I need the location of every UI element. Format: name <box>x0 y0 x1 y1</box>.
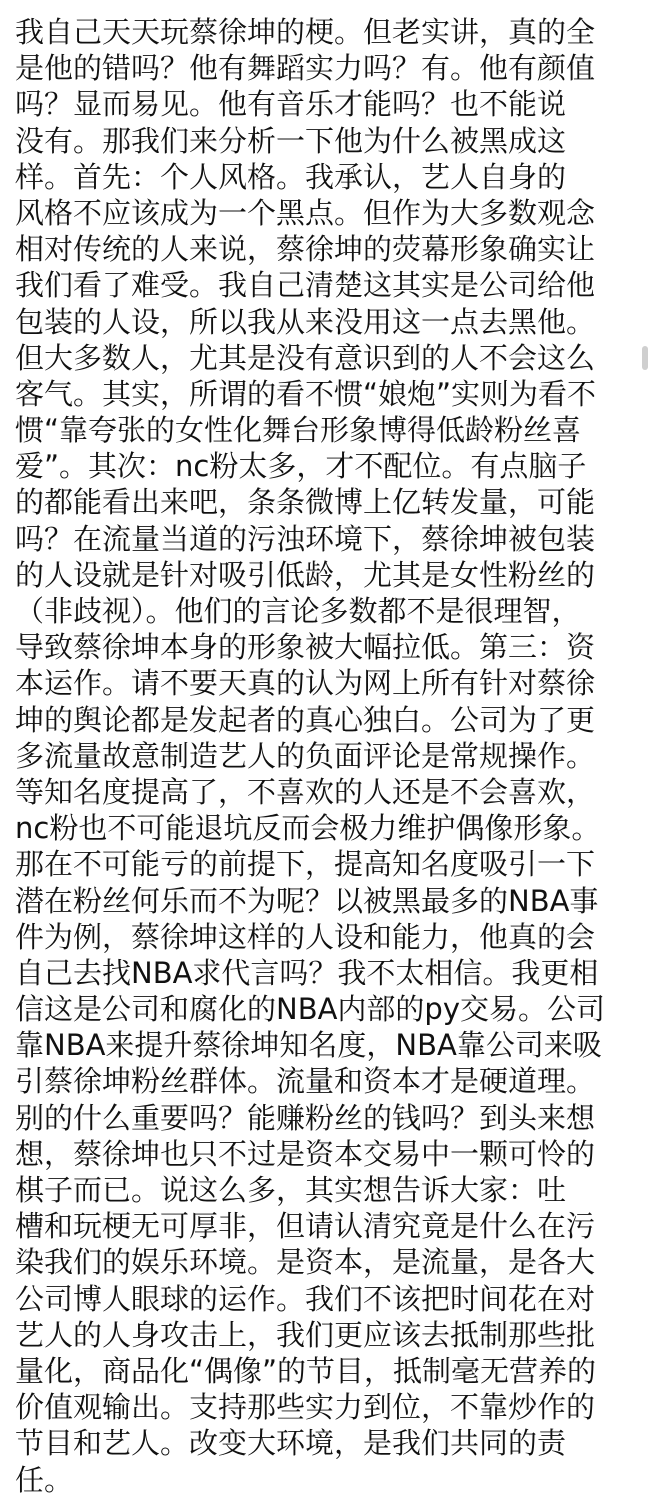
post-line: 但大多数人，尤其是没有意识到的人不会这么 <box>15 340 596 375</box>
post-line: 我自己天天玩蔡徐坤的梗。但老实讲，真的全 <box>15 15 596 49</box>
post-line: 我们看了难受。我自己清楚这其实是公司给他 <box>15 268 596 303</box>
post-line: 导致蔡徐坤本身的形象被大幅拉低。第三：资 <box>15 630 596 665</box>
post-line: 价值观输出。支持那些实力到位，不靠炒作的 <box>15 1390 596 1425</box>
post-line: 没有。那我们来分析一下他为什么被黑成这 <box>15 123 567 158</box>
post-line: 件为例，蔡徐坤这样的人设和能力，他真的会 <box>15 919 596 954</box>
post-line: 是他的错吗？他有舞蹈实力吗？有。他有颜值 <box>15 51 596 86</box>
post-line: （非歧视）。他们的言论多数都不是很理智， <box>15 594 581 628</box>
post-line: 那在不可能亏的前提下，提高知名度吸引一下 <box>15 847 596 882</box>
post-line: 样。首先：个人风格。我承认，艺人自身的 <box>15 159 567 194</box>
post-line: nc粉也不可能退坑反而会极力维护偶像形象。 <box>15 811 601 846</box>
post-line: 风格不应该成为一个黑点。但作为大多数观念 <box>15 195 596 230</box>
post-line: 艺人的人身攻击上，我们更应该去抵制那些批 <box>15 1317 596 1352</box>
post-line: 任。 <box>15 1462 74 1497</box>
post-line: 别的什么重要吗？能赚粉丝的钱吗？到头来想 <box>15 1100 596 1135</box>
post-line: 染我们的娱乐环境。是资本，是流量，是各大 <box>15 1245 596 1280</box>
post-line: 槽和玩梗无可厚非，但请认清究竟是什么在污 <box>15 1209 596 1244</box>
post-line: 坤的舆论都是发起者的真心独白。公司为了更 <box>15 702 596 737</box>
post-line: 引蔡徐坤粉丝群体。流量和资本才是硬道理。 <box>15 1064 596 1099</box>
post-line: 公司博人眼球的运作。我们不该把时间花在对 <box>15 1281 596 1316</box>
post-line: 等知名度提高了，不喜欢的人还是不会喜欢， <box>15 774 596 809</box>
post-line: 吗？在流量当道的污浊环境下，蔡徐坤被包装 <box>15 521 596 556</box>
post-line: 客气。其实，所谓的看不惯“娘炮”实则为看不 <box>15 376 597 411</box>
post-body <box>15 14 637 1498</box>
post-line: 多流量故意制造艺人的负面评论是常规操作。 <box>15 738 596 773</box>
post-line: 潜在粉丝何乐而不为呢？以被黑最多的NBA事 <box>15 883 599 918</box>
post-line: 包装的人设，所以我从来没用这一点去黑他。 <box>15 304 596 339</box>
post-line: 相对传统的人来说，蔡徐坤的荧幕形象确实让 <box>15 232 596 267</box>
post-line: 的都能看出来吧，条条微博上亿转发量，可能 <box>15 485 596 520</box>
post-line: 想，蔡徐坤也只不过是资本交易中一颗可怜的 <box>15 1136 596 1171</box>
post-line: 的人设就是针对吸引低龄，尤其是女性粉丝的 <box>15 557 596 592</box>
scrollbar-thumb[interactable] <box>642 346 648 370</box>
post-line: 惯“靠夸张的女性化舞台形象博得低龄粉丝喜 <box>15 413 582 448</box>
post-line: 本运作。请不要天真的认为网上所有针对蔡徐 <box>15 666 596 701</box>
post-line: 吗？显而易见。他有音乐才能吗？也不能说 <box>15 87 567 122</box>
post-line: 自己去找NBA求代言吗？我不太相信。我更相 <box>15 955 599 990</box>
post-line: 信这是公司和腐化的NBA内部的py交易。公司 <box>15 992 605 1027</box>
post-line: 靠NBA来提升蔡徐坤知名度，NBA靠公司来吸 <box>15 1028 602 1063</box>
post-line: 节目和艺人。改变大环境，是我们共同的责 <box>15 1426 567 1461</box>
post-line: 量化，商品化“偶像”的节目，抵制毫无营养的 <box>15 1353 597 1388</box>
post-line: 爱”。其次：nc粉太多，才不配位。有点脑子 <box>15 449 587 484</box>
post-line: 棋子而已。说这么多，其实想告诉大家：吐 <box>15 1173 567 1207</box>
